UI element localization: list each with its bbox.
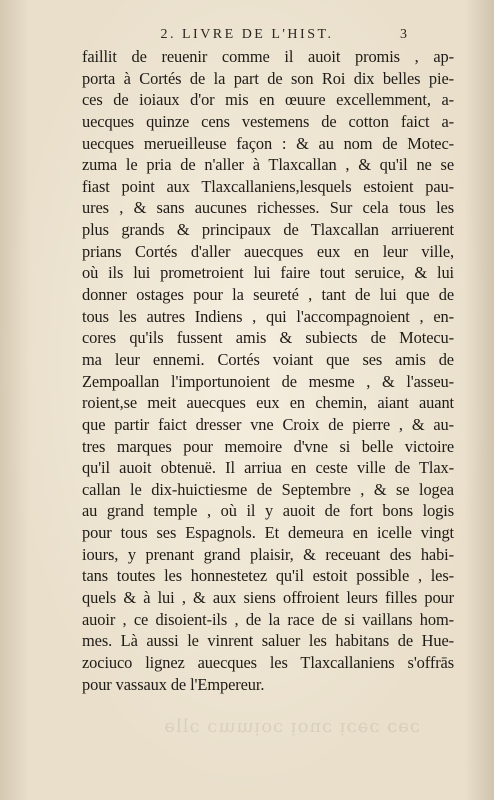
text-line: tres marques pour memoire d'vne si belle victoire bbox=[82, 436, 454, 456]
text-line: mes. Là aussi le vinrent saluer les habitans de Hue- bbox=[82, 631, 454, 651]
text-line: cores qu'ils fussent amis & subiects de Motecu- bbox=[82, 328, 454, 348]
text-line: pour vassaux de l'Empereur. bbox=[82, 674, 265, 694]
text-line: au grand temple , où il y auoit de fort bons logis bbox=[82, 501, 454, 521]
text-line: iours, y prenant grand plaisir, & receuant des habi- bbox=[82, 544, 454, 564]
text-line: Zempoallan l'importunoient de mesme , & l'asseu- bbox=[82, 371, 454, 391]
text-line: ces de ioiaux d'or mis en œuure excellemment, a- bbox=[82, 90, 454, 110]
folio-number: 2. bbox=[160, 27, 176, 42]
text-line: porta à Cortés de la part de son Roi dix belles pie- bbox=[82, 68, 454, 88]
text-line: uecques quinze cens vestemens de cotton faict a- bbox=[82, 111, 454, 131]
text-line: quels & à lui , & aux siens offroient leurs filles pour bbox=[82, 588, 454, 608]
show-through-text: ɔǝɔ ɔǝɔᴉ ɔnoᴉ ɔoᴉɯɯɔ ɔllǝ bbox=[163, 716, 420, 737]
text-line: pour tous ses Espagnols. Et demeura en icelle vingt bbox=[82, 523, 454, 543]
body-text bbox=[82, 46, 454, 695]
text-line: ma leur ennemi. Cortés voiant que ses amis de bbox=[82, 349, 454, 369]
text-line: callan le dix-huictiesme de Septembre , & se logea bbox=[82, 479, 454, 499]
text-line: fiast point aux Tlaxcallaniens,lesquels estoient pau- bbox=[82, 176, 454, 196]
text-line: zuma le pria de n'aller à Tlaxcallan , & qu'il ne se bbox=[82, 155, 454, 175]
text-line: donner ostages pour la seureté , tant de lui que de bbox=[82, 285, 454, 305]
text-line: tous les autres Indiens , qui l'accompagnoient , en- bbox=[82, 306, 454, 326]
text-line: uecques merueilleuse façon : & au nom de Motec- bbox=[82, 133, 454, 153]
running-title: LIVRE DE L'HIST. bbox=[181, 27, 334, 42]
text-line: zociuco lignez auecques les Tlaxcallaniens s'offrās bbox=[82, 652, 454, 672]
text-line: prians Cortés d'aller auecques eux en leur ville, bbox=[82, 241, 454, 261]
text-line: ures , & sans aucunes richesses. Sur cela tous les bbox=[82, 198, 454, 218]
text-line: auoir , ce disoient-ils , de la race de si vaillans hom- bbox=[82, 609, 454, 629]
running-head bbox=[0, 27, 494, 43]
text-line: tans toutes les honnestetez qu'il estoit possible , les- bbox=[82, 566, 454, 586]
page-mark: 3 bbox=[400, 27, 407, 42]
text-line: plus grands & principaux de Tlaxcallan arriuerent bbox=[82, 220, 454, 240]
text-line: qu'il auoit obtenuë. Il arriua en ceste ville de Tlax- bbox=[82, 458, 454, 478]
text-line: faillit de reuenir comme il auoit promis , ap- bbox=[82, 47, 454, 66]
text-line: roient,se meit auecques eux en chemin, aiant auant bbox=[82, 393, 454, 413]
text-line: où ils lui prometroient lui faire tout seruice, & lui bbox=[82, 263, 454, 283]
text-line: que partir faict dresser vne Croix de pierre , & au- bbox=[82, 414, 454, 434]
